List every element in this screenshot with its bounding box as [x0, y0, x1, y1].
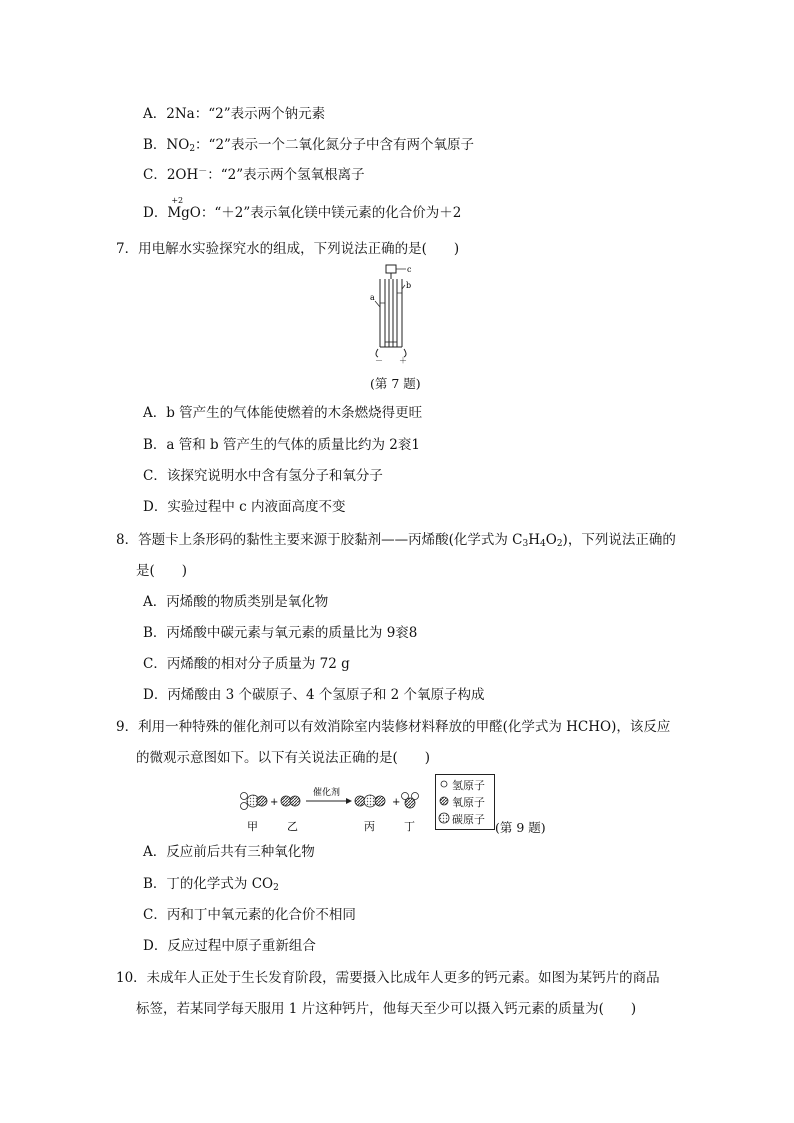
q6-option-b: B．$NO_2$：“2”表示一个二氧化氮分子中含有两个氧原子 — [143, 137, 474, 154]
label-minus: － — [375, 356, 383, 365]
q8-option-a: A．丙烯酸的物质类别是氧化物 — [143, 594, 329, 610]
electrolysis-apparatus-figure — [366, 263, 426, 363]
label-a: a — [370, 293, 375, 302]
label-bing: 丙 — [364, 820, 375, 833]
q6-option-a: A．2Na：“2”表示两个钠元素 — [143, 106, 326, 122]
label-yi: 乙 — [287, 820, 298, 833]
q8-option-d: D．丙烯酸由 3 个碳原子、4 个氢原子和 2 个氧原子构成 — [143, 687, 485, 703]
q6-option-c: C．2OH－：“2”表示两个氢氧根离子 — [143, 167, 365, 183]
plus-sign-1: + — [270, 797, 279, 808]
q8-stem-cont: 是( ) — [136, 563, 188, 579]
q9-option-b: B．丁的化学式为 $CO_2$ — [143, 876, 279, 893]
legend-carbon: 碳原子 — [452, 813, 485, 826]
label-jia: 甲 — [247, 820, 258, 833]
q10-stem-cont: 标签，若某同学每天服用 1 片这种钙片，他每天至少可以摄入钙元素的质量为( ) — [136, 1001, 637, 1017]
label-c: c — [407, 265, 412, 274]
plus-sign-2: + — [392, 797, 401, 808]
q8-option-b: B．丙烯酸中碳元素与氧元素的质量比为 9衮8 — [143, 625, 418, 641]
q7-option-b: B．a 管和 b 管产生的气体的质量比约为 2衮1 — [143, 437, 420, 453]
q9-stem: 9．利用一种特殊的催化剂可以有效消除室内装修材料释放的甲醛(化学式为 HCHO)，该反应 — [116, 719, 671, 735]
legend-hydrogen: 氢原子 — [452, 779, 485, 792]
reaction-diagram-figure — [234, 776, 434, 836]
atom-legend — [435, 774, 495, 830]
q7-option-c: C．该探究说明水中含有氢分子和氧分子 — [143, 468, 383, 484]
label-b: b — [406, 281, 412, 290]
label-plus: ＋ — [399, 356, 407, 365]
q10-stem: 10．未成年人正处于生长发育阶段，需要摄入比成年人更多的钙元素。如图为某钙片的商品 — [116, 970, 660, 986]
label-ding: 丁 — [404, 820, 415, 833]
q9-stem-cont: 的微观示意图如下。以下有关说法正确的是( ) — [136, 750, 431, 766]
q9-caption: (第 9 题) — [495, 820, 546, 835]
q9-option-a: A．反应前后共有三种氧化物 — [143, 844, 315, 860]
q9-option-c: C．丙和丁中氧元素的化合价不相同 — [143, 907, 356, 923]
q6-option-d: D． +2 MgO：“＋2”表示氧化镁中镁元素的化合价为＋2 — [143, 203, 461, 223]
q7-stem: 7．用电解水实验探究水的组成，下列说法正确的是( ) — [116, 241, 460, 257]
valence-mark: +2 — [171, 196, 184, 205]
q8-stem: 8．答题卡上条形码的黏性主要来源于胶黏剂——丙烯酸(化学式为 $C_3H_4O_2$)，下列说法正确的 — [116, 532, 676, 549]
q8-option-c: C．丙烯酸的相对分子质量为 72 g — [143, 656, 350, 672]
q7-caption: (第 7 题) — [370, 376, 421, 391]
q7-option-d: D．实验过程中 c 内液面高度不变 — [143, 499, 346, 515]
catalyst-label: 催化剂 — [313, 788, 341, 798]
legend-oxygen: 氧原子 — [452, 796, 485, 809]
q7-option-a: A．b 管产生的气体能使燃着的木条燃烧得更旺 — [143, 405, 423, 421]
q9-option-d: D．反应过程中原子重新组合 — [143, 938, 316, 954]
